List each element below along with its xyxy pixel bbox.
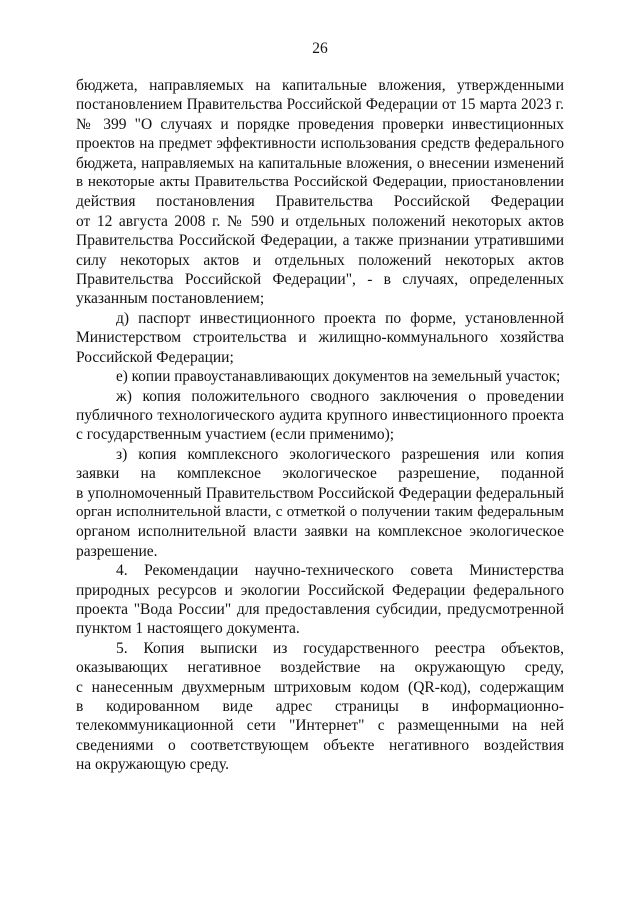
text-line: в некоторые акты Правительства Российской Федерации, приостановлении	[76, 174, 564, 191]
page-number: 26	[312, 40, 328, 57]
text-line: с государственным участием (если применимо);	[76, 426, 395, 444]
text-line: от 12 августа 2008 г. № 590 и отдельных положений некоторых актов	[76, 212, 564, 230]
text-line: действия постановления Правительства Российской Федерации	[76, 193, 564, 211]
text-line: бюджета, направляемых на капитальные вложения, утвержденными	[76, 77, 564, 94]
paragraph-point-4	[76, 561, 564, 639]
text-line: 4. Рекомендации научно-технического совета Министерства	[116, 562, 564, 580]
text-line: з) копия комплексного экологического разрешения или копия	[116, 445, 564, 463]
paragraph-item-zh	[76, 387, 564, 445]
text-line: орган исполнительной власти, с отметкой о получении таким федеральным	[76, 503, 564, 520]
text-line: Министерством строительства и жилищно-коммунального хозяйства	[76, 329, 564, 347]
text-line: сведениями о соответствующем объекте негативного воздействия	[76, 736, 564, 754]
text-line: Правительства Российской Федерации", - в случаях, определенных	[76, 271, 564, 289]
text-line: д) паспорт инвестиционного проекта по форме, установленной	[116, 309, 564, 327]
text-line: в уполномоченный Правительством Российской Федерации федеральный	[76, 484, 564, 502]
text-line: бюджета, направляемых на капитальные вложения, о внесении изменений	[76, 154, 564, 172]
text-line: на окружающую среду.	[76, 756, 229, 774]
text-line: в кодированном виде адрес страницы в информационно-	[76, 698, 564, 715]
text-line: № 399 "О случаях и порядке проведения проверки инвестиционных	[76, 115, 564, 133]
text-line: публичного технологического аудита крупного инвестиционного проекта	[76, 406, 564, 424]
text-line: проекта "Вода России" для предоставления субсидии, предусмотренной	[76, 600, 564, 618]
text-line: органом исполнительной власти заявки на комплексное экологическое	[76, 523, 564, 541]
text-line: с нанесенным двухмерным штриховым кодом (QR-код), содержащим	[76, 678, 564, 696]
paragraph-item-d	[76, 309, 564, 367]
paragraph-continuation	[76, 76, 564, 309]
paragraph-item-e	[76, 367, 564, 386]
paragraph-point-5	[76, 639, 564, 775]
text-line: пунктом 1 настоящего документа.	[76, 620, 300, 638]
text-line: Правительства Российской Федерации, а также признании утратившими	[76, 232, 564, 250]
text-line: указанным постановлением;	[76, 290, 265, 308]
text-line: Российской Федерации;	[76, 348, 234, 366]
text-line: силу некоторых актов и отдельных положений некоторых актов	[76, 251, 564, 269]
text-line: 5. Копия выписки из государственного реестра объектов,	[116, 639, 564, 657]
text-line: телекоммуникационной сети "Интернет" с размещенными на ней	[76, 717, 564, 735]
text-line: заявки на комплексное экологическое разрешение, поданной	[76, 465, 564, 483]
text-line: оказывающих негативное воздействие на окружающую среду,	[76, 659, 564, 677]
text-line: разрешение.	[76, 542, 158, 560]
text-line: постановлением Правительства Российской Федерации от 15 марта 2023 г.	[76, 96, 564, 114]
text-line: проектов на предмет эффективности использования средств федерального	[76, 135, 564, 153]
text-line: ж) копия положительного сводного заключения о проведении	[116, 387, 564, 405]
text-line: природных ресурсов и экологии Российской Федерации федерального	[76, 581, 564, 599]
text-line: е) копии правоустанавливающих документов на земельный участок;	[116, 368, 561, 386]
paragraph-item-z	[76, 445, 564, 561]
document-body	[76, 76, 564, 775]
